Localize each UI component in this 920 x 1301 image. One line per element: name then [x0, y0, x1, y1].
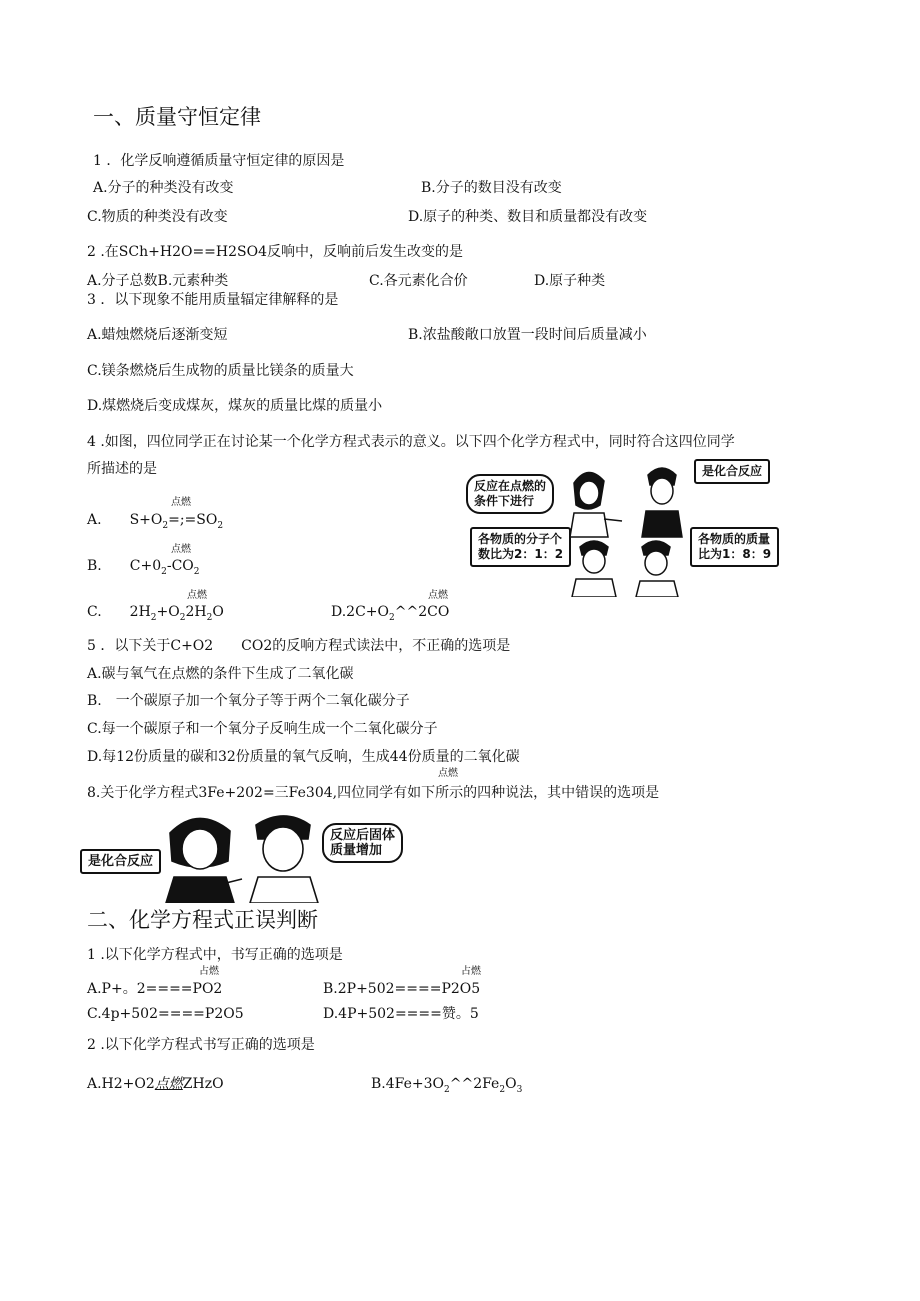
bubble-condition: 反应在点燃的 条件下进行: [466, 474, 554, 514]
q3-stem: 3 ．以下现象不能用质量辐定律解释的是: [87, 292, 339, 308]
p2-option-a: A.H2+O2点燃ZHzO: [87, 1076, 224, 1092]
section-title-1: 一、质量守恒定律: [93, 105, 261, 129]
p1-option-b: B.2P+502====P2O5: [323, 981, 481, 997]
q4-d-condition: 点燃: [428, 590, 448, 601]
bubble-combination: 是化合反应: [694, 459, 770, 484]
bubble-molecule-ratio: 各物质的分子个 数比为2：1：2: [470, 527, 571, 567]
q5-option-a: A.碳与氧气在点燃的条件下生成了二氧化碳: [87, 666, 354, 682]
p1-stem: 1 .以下化学方程式中，书写正确的选项是: [87, 947, 343, 963]
q3-option-b: B.浓盐酸敞口放置一段时间后质量减小: [408, 327, 647, 343]
p1-option-c: C.4p+502====P2O5: [87, 1006, 244, 1022]
q4-option-a: A. $S+O_2=;=SO_2$: [87, 512, 224, 531]
p1-option-a: A.P+。2====PO2: [87, 981, 223, 997]
q1-option-d: D.原子的种类、数目和质量都没有改变: [408, 209, 648, 225]
q2-stem: 2 .在SCh+H2O==H2SO4反响中，反响前后发生改变的是: [87, 244, 464, 260]
q3-option-c: C.镁条燃烧后生成物的质量比镁条的质量大: [87, 363, 354, 379]
student-boy-1: [642, 468, 682, 537]
q8-stem: 8.关于化学方程式3Fe+202=三Fe304,四位同学有如下所示的四种说法，其中错误的选项是: [87, 785, 660, 801]
q2-option-d: D.原子种类: [534, 273, 606, 289]
q4-option-b: B. $C+0_2-CO_2$: [87, 558, 200, 577]
q8-condition: 点燃: [438, 768, 458, 779]
students-drawing: [462, 455, 788, 597]
q1-option-a: A.分子的种类没有改变: [93, 180, 234, 196]
p1-condition-1: 占燃: [199, 966, 219, 977]
q1-option-c: C.物质的种类没有改变: [87, 209, 228, 225]
q1-stem: 1 ．化学反响遵循质量守恒定律的原因是: [93, 153, 345, 169]
q8-illustration: [80, 803, 395, 903]
q4-b-condition: 点燃: [171, 544, 191, 555]
q8-student-boy: [250, 816, 318, 903]
p1-condition-2: 占燃: [461, 966, 481, 977]
section-title-2: 二、化学方程式正误判断: [87, 908, 318, 932]
q4-a-condition: 点燃: [171, 497, 191, 508]
p1-option-d: D.4P+502====赞。5: [323, 1006, 479, 1022]
q2-option-c: C.各元素化合价: [369, 273, 468, 289]
q5-option-d: D.每12份质量的碳和32份质量的氧气反响，生成44份质量的二氧化碳: [87, 749, 520, 765]
q8-bubble-combination: 是化合反应: [80, 849, 161, 874]
student-boy-2: [572, 541, 616, 597]
q4-option-c: C. $2H_2+O_22H_2O$: [87, 604, 224, 623]
q3-option-a: A.蜡烛燃烧后逐渐变短: [87, 327, 228, 343]
q5-option-b: B. 一个碳原子加一个氧分子等于两个二氧化碳分子: [87, 693, 410, 709]
q5-option-c: C.每一个碳原子和一个氧分子反响生成一个二氧化碳分子: [87, 721, 438, 737]
q2-option-ab: A.分子总数B.元素种类: [87, 273, 229, 289]
student-girl: [570, 472, 622, 537]
q4-option-d: $D.2C+O_2\^{}\^{}2CO$: [331, 604, 450, 623]
q8-bubble-mass-increase: 反应后固体 质量增加: [322, 823, 403, 863]
q4-c-condition: 点燃: [187, 590, 207, 601]
discussion-illustration: [462, 455, 788, 597]
bubble-mass-ratio: 各物质的质量 比为1：8：9: [690, 527, 779, 567]
q8-student-girl: [166, 818, 242, 903]
q5-stem: 5 ．以下关于C+O2 CO2的反响方程式读法中，不正确的选项是: [87, 638, 511, 654]
q4-stem-line1: 4 .如图，四位同学正在讨论某一个化学方程式表示的意义。以下四个化学方程式中，同时符合这四位同学: [87, 434, 735, 450]
p2-stem: 2 .以下化学方程式书写正确的选项是: [87, 1037, 315, 1053]
q3-option-d: D.煤燃烧后变成煤灰，煤灰的质量比煤的质量小: [87, 398, 383, 414]
q4-stem-line2: 所描述的是: [87, 461, 157, 477]
student-boy-3: [636, 541, 678, 597]
q1-option-b: B.分子的数目没有改变: [421, 180, 562, 196]
p2-option-b: $B.4Fe+3O_2\^{}\^{}2Fe_2O_3$: [371, 1076, 523, 1095]
